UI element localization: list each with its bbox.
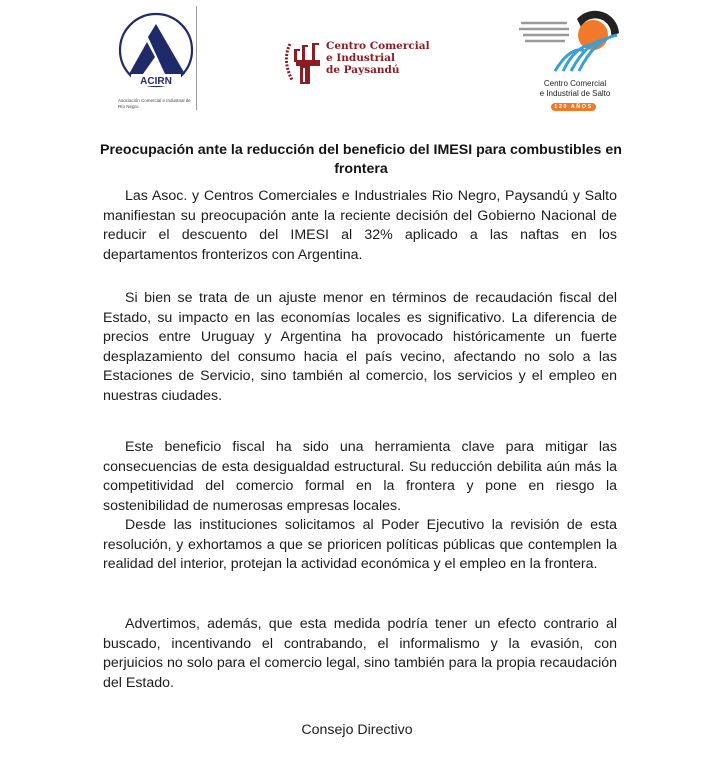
paragraph-2: Si bien se trata de un ajuste menor en términos de recaudación fiscal del Estado, su impacto en las economías locales es significativo. La diferencia de precios entre Uruguay y Argentina ha provocado históricamente un fuerte desplazamiento del consumo hacia el país vecino, afectando no solo a las Estaciones de Servicio, sino también al comercio, los servicios y el empleo en nuestras ciudades.: [103, 290, 617, 404]
acirn-logo: [115, 12, 197, 112]
paragraph-1: Las Asoc. y Centros Comerciales e Industriales Rio Negro, Paysandú y Salto manifiestan su preocupación ante la reciente decisión del Gobierno Nacional de reducir el descuento del IMESI al 32% aplicado a las naftas en los departamentos fronterizos con Argentina.: [103, 188, 617, 263]
anniversary-badge: 120 AÑOS: [551, 103, 596, 111]
paragraph-4: Desde las instituciones solicitamos al Poder Ejecutivo la revisión de esta resolución, y exhortamos a que se prioricen políticas públicas que contemplen la realidad del interior, protejan la actividad económica y el empleo en la frontera.: [103, 517, 617, 573]
paysandu-line-2: e Industrial: [326, 52, 395, 64]
paysandu-line-1: Centro Comercial: [326, 40, 430, 52]
salto-line-2: e Industrial de Salto: [539, 89, 611, 98]
logo-divider: [196, 6, 197, 110]
paysandu-emblem-icon: [280, 36, 324, 92]
document-title: Preocupación ante la reducción del beneficio del IMESI para combustibles en frontera: [100, 142, 622, 177]
paragraph-3: Este beneficio fiscal ha sido una herramienta clave para mitigar las consecuencias de esta desigualdad estructural. Su reducción debilita aún más la competitividad del comercio formal en la frontera y pone en riesgo la sostenibilidad de numerosas empresas locales.: [103, 439, 617, 514]
paragraph-5: Advertimos, además, que esta medida podría tener un efecto contrario al buscado, incentivando el contrabando, el informalismo y la evasión, con perjuicios no solo para el comercio legal, sino también para la propia recaudación del Estado.: [103, 616, 617, 691]
salto-name: [515, 79, 635, 99]
paysandu-line-3: de Paysandú: [326, 64, 400, 76]
salto-emblem-icon: [515, 5, 635, 77]
paysandu-name: [326, 40, 430, 76]
paysandu-logo: [280, 36, 460, 96]
acirn-emblem-icon: [115, 12, 197, 102]
acirn-caption: Asociación Comercial e Industrial de Río Negro: [118, 98, 191, 109]
salto-line-1: Centro Comercial: [543, 79, 607, 88]
signature: Consejo Directivo: [301, 722, 413, 738]
svg-text:ACIRN: ACIRN: [140, 76, 172, 87]
salto-logo: [515, 5, 635, 115]
